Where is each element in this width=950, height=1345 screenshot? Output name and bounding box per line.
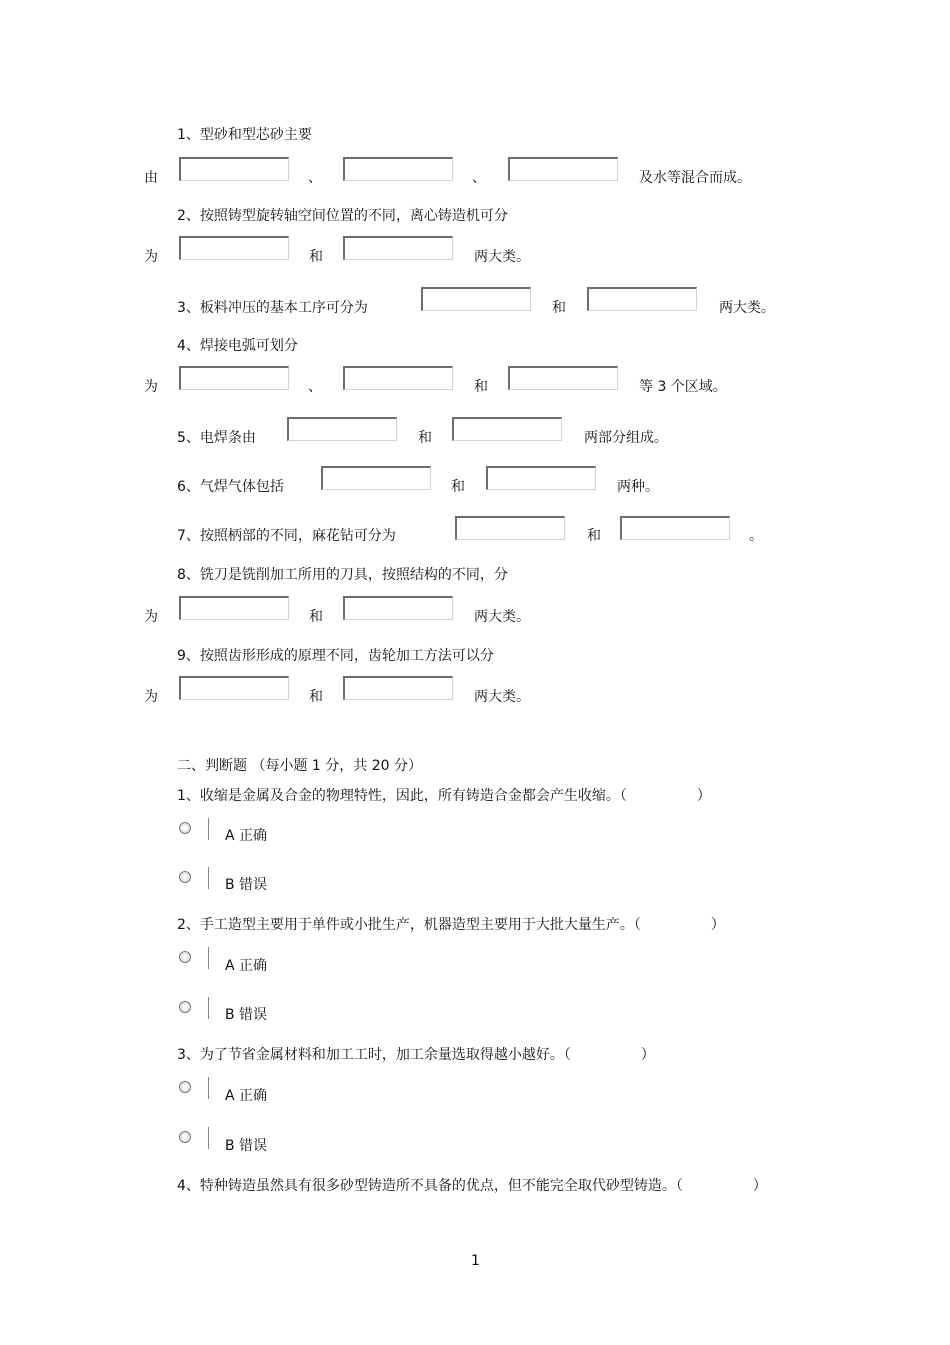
q1-sep-2: 、 [472,170,486,186]
q8-sep-1: 和 [309,609,323,625]
judge-q3-radio-b[interactable] [179,1131,191,1143]
q2-sep-1: 和 [309,249,323,265]
page-number: 1 [471,1253,480,1269]
q4-sep-1: 、 [308,379,322,395]
fill-q8-stem: 8、铣刀是铣削加工所用的刀具，按照结构的不同，分 [177,567,508,583]
judge-q4-text: 4、特种铸造虽然具有很多砂型铸造所不具备的优点，但不能完全取代砂型铸造。（ ） [177,1178,767,1194]
judge-q1-divider-a [208,818,209,840]
q6-tail: 两种。 [617,479,659,495]
q4-blank-2[interactable] [343,366,453,390]
judge-q1-text: 1、收缩是金属及合金的物理特性，因此，所有铸造合金都会产生收缩。（ ） [177,788,711,804]
fill-q2-lead: 为 [144,249,158,265]
fill-q4-lead: 为 [144,379,158,395]
q5-blank-1[interactable] [287,417,397,441]
q9-blank-1[interactable] [179,676,289,700]
fill-q6-stem: 6、气焊气体包括 [177,479,284,495]
q9-blank-2[interactable] [343,676,453,700]
fill-q8-lead: 为 [144,609,158,625]
q9-tail: 两大类。 [474,689,530,705]
q1-blank-1[interactable] [179,157,289,181]
judge-q1-radio-a[interactable] [179,822,191,834]
q8-blank-1[interactable] [179,596,289,620]
judge-q2-opt-a: A 正确 [225,958,268,974]
judge-q3-radio-a[interactable] [179,1081,191,1093]
q2-blank-1[interactable] [179,236,289,260]
judge-q3-opt-a: A 正确 [225,1088,268,1104]
q1-sep-1: 、 [308,170,322,186]
q4-sep-2: 和 [474,379,488,395]
q2-tail: 两大类。 [474,249,530,265]
judge-q2-radio-b[interactable] [179,1001,191,1013]
judge-q2-divider-b [208,997,209,1019]
judge-heading: 二、判断题 （每小题 1 分，共 20 分） [177,758,422,774]
q5-blank-2[interactable] [452,417,562,441]
fill-q2-stem: 2、按照铸型旋转轴空间位置的不同，离心铸造机可分 [177,208,508,224]
judge-q1-opt-b: B 错误 [225,877,268,893]
judge-q3-opt-b: B 错误 [225,1138,268,1154]
judge-q3-text: 3、为了节省金属材料和加工工时，加工余量选取得越小越好。（ ） [177,1047,655,1063]
q3-sep-1: 和 [552,300,566,316]
fill-q5-stem: 5、电焊条由 [177,430,256,446]
judge-q1-opt-a: A 正确 [225,828,268,844]
q5-tail: 两部分组成。 [584,430,668,446]
q4-blank-1[interactable] [179,366,289,390]
judge-q1-divider-b [208,867,209,889]
q6-blank-1[interactable] [321,466,431,490]
fill-q9-lead: 为 [144,689,158,705]
q8-tail: 两大类。 [474,609,530,625]
judge-q3-divider-a [208,1077,209,1099]
judge-q2-divider-a [208,947,209,969]
q4-tail: 等 3 个区域。 [639,379,727,395]
q1-blank-2[interactable] [343,157,453,181]
fill-q1-stem: 1、型砂和型芯砂主要 [177,127,312,143]
q1-blank-3[interactable] [508,157,618,181]
fill-q4-stem: 4、焊接电弧可划分 [177,338,298,354]
q7-blank-1[interactable] [455,516,565,540]
judge-q3-divider-b [208,1127,209,1149]
q4-blank-3[interactable] [508,366,618,390]
judge-q2-opt-b: B 错误 [225,1007,268,1023]
q7-tail: 。 [749,528,763,544]
fill-q1-lead: 由 [144,170,158,186]
q3-blank-2[interactable] [587,287,697,311]
fill-q9-stem: 9、按照齿形形成的原理不同，齿轮加工方法可以分 [177,648,494,664]
q2-blank-2[interactable] [343,236,453,260]
q5-sep-1: 和 [418,430,432,446]
q6-blank-2[interactable] [486,466,596,490]
q6-sep-1: 和 [451,479,465,495]
judge-q2-text: 2、手工造型主要用于单件或小批生产，机器造型主要用于大批大量生产。（ ） [177,917,725,933]
fill-q3-stem: 3、板料冲压的基本工序可分为 [177,300,368,316]
q9-sep-1: 和 [309,689,323,705]
q7-sep-1: 和 [587,528,601,544]
q3-blank-1[interactable] [421,287,531,311]
q7-blank-2[interactable] [620,516,730,540]
q1-tail: 及水等混合而成。 [639,170,751,186]
judge-q1-radio-b[interactable] [179,871,191,883]
q3-tail: 两大类。 [719,300,775,316]
judge-q2-radio-a[interactable] [179,951,191,963]
q8-blank-2[interactable] [343,596,453,620]
fill-q7-stem: 7、按照柄部的不同，麻花钻可分为 [177,528,396,544]
